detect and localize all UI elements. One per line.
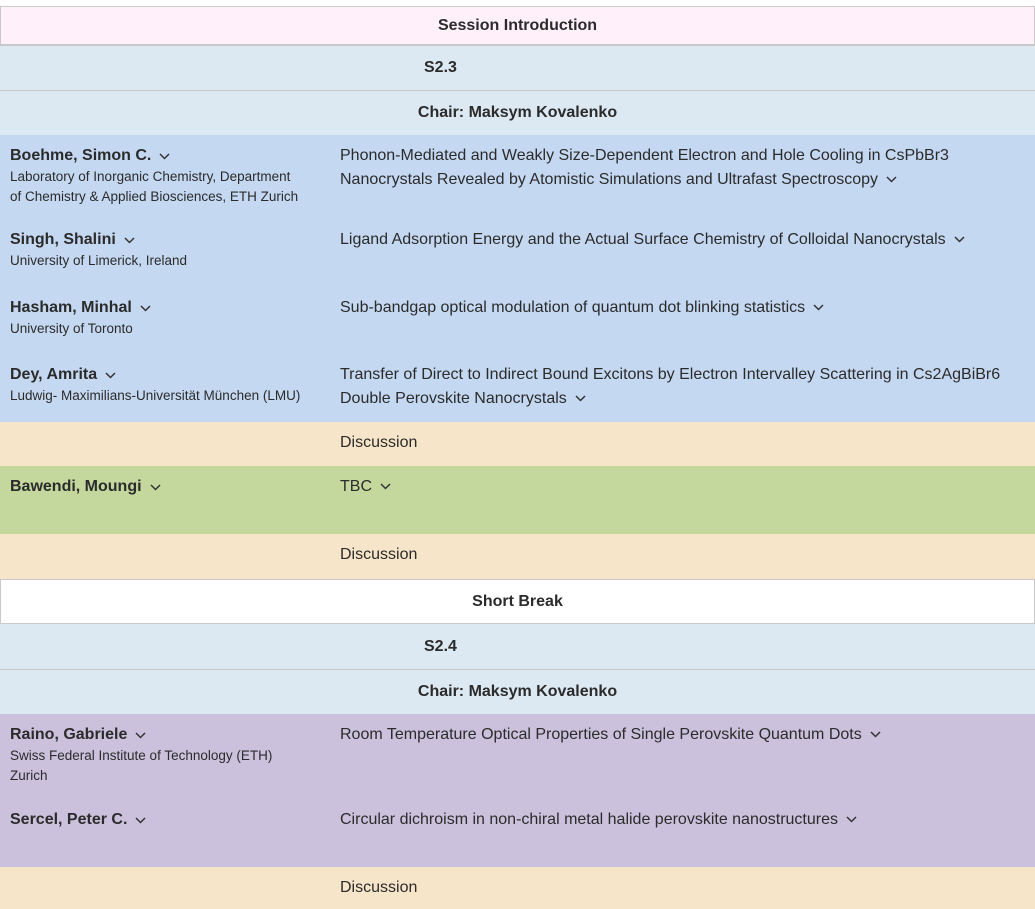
chevron-down-icon bbox=[135, 732, 146, 739]
session-s23-row bbox=[0, 45, 1035, 90]
speaker-affiliation: University of Toronto bbox=[10, 321, 133, 336]
talk-title-toggle[interactable]: TBC bbox=[340, 475, 1035, 499]
discussion-row bbox=[0, 867, 1035, 909]
talk-speaker bbox=[10, 811, 322, 829]
speaker-name-toggle[interactable]: Singh, Shalini bbox=[10, 231, 135, 249]
session-introduction-row bbox=[0, 6, 1035, 45]
chevron-down-icon bbox=[886, 176, 897, 183]
talk-speaker bbox=[10, 147, 322, 207]
talk-title-toggle[interactable]: Sub-bandgap optical modulation of quantum dot blinking statistics bbox=[340, 296, 1035, 320]
talk-title-toggle[interactable]: Phonon-Mediated and Weakly Size-Dependent Electron and Hole Cooling in CsPbBr3 Nanocrystals Revealed by Atomistic Simulations and Ultrafast Spectroscopy bbox=[340, 147, 949, 188]
speaker-affiliation: University of Limerick, Ireland bbox=[10, 253, 188, 268]
speaker-name-toggle[interactable]: Boehme, Simon C. bbox=[10, 147, 170, 165]
chevron-down-icon bbox=[105, 372, 116, 379]
session-s24-chair-row bbox=[0, 669, 1035, 714]
speaker-affiliation: Ludwig- Maximilians-Universität München (LMU) bbox=[10, 388, 301, 403]
speaker-name-toggle[interactable]: Raino, Gabriele bbox=[10, 726, 146, 744]
session-s23-chair-row bbox=[0, 90, 1035, 135]
discussion-row bbox=[0, 534, 1035, 579]
speaker-affiliation: Swiss Federal Institute of Technology (ETH) Zurich bbox=[10, 748, 273, 783]
talk-title-toggle[interactable]: Circular dichroism in non-chiral metal halide perovskite nanostructures bbox=[340, 808, 1035, 832]
chevron-down-icon bbox=[846, 816, 857, 823]
session-introduction-label: Session Introduction bbox=[437, 16, 598, 34]
speaker-name-toggle[interactable]: Hasham, Minhal bbox=[10, 299, 151, 317]
session-s24-talks bbox=[0, 714, 1035, 867]
keynote-row bbox=[0, 466, 1035, 534]
talk-title-toggle[interactable]: Ligand Adsorption Energy and the Actual Surface Chemistry of Colloidal Nanocrystals bbox=[340, 228, 1035, 252]
talk-speaker bbox=[10, 726, 322, 786]
short-break-label: Short Break bbox=[472, 592, 563, 610]
talk-title-toggle[interactable]: Room Temperature Optical Properties of Single Perovskite Quantum Dots bbox=[340, 723, 1035, 747]
session-id-label: S2.4 bbox=[424, 637, 457, 655]
chevron-down-icon bbox=[870, 731, 881, 738]
speaker-affiliation: Laboratory of Inorganic Chemistry, Department of Chemistry & Applied Biosciences, ETH Zurich bbox=[10, 169, 299, 204]
talk-speaker bbox=[10, 478, 322, 496]
talk-speaker bbox=[10, 366, 322, 406]
session-chair-label: Chair: Maksym Kovalenko bbox=[417, 683, 618, 700]
speaker-name-toggle[interactable]: Bawendi, Moungi bbox=[10, 478, 161, 496]
chevron-down-icon bbox=[813, 304, 824, 311]
speaker-name-toggle[interactable]: Sercel, Peter C. bbox=[10, 811, 146, 829]
speaker-name-toggle[interactable]: Dey, Amrita bbox=[10, 366, 116, 384]
session-chair-label: Chair: Maksym Kovalenko bbox=[417, 104, 618, 121]
chevron-down-icon bbox=[575, 395, 586, 402]
session-s24-row bbox=[0, 624, 1035, 669]
chevron-down-icon bbox=[954, 236, 965, 243]
chevron-down-icon bbox=[380, 483, 391, 490]
discussion-label: Discussion bbox=[340, 434, 418, 451]
discussion-label: Discussion bbox=[340, 546, 418, 563]
chevron-down-icon bbox=[159, 153, 170, 160]
discussion-row bbox=[0, 422, 1035, 466]
discussion-label: Discussion bbox=[340, 879, 418, 896]
chevron-down-icon bbox=[124, 237, 135, 244]
talk-speaker bbox=[10, 231, 322, 271]
session-s23-talks bbox=[0, 135, 1035, 422]
short-break-row bbox=[0, 579, 1035, 624]
talk-speaker bbox=[10, 299, 322, 339]
chevron-down-icon bbox=[140, 305, 151, 312]
session-id-label: S2.3 bbox=[424, 59, 457, 76]
chevron-down-icon bbox=[135, 817, 146, 824]
chevron-down-icon bbox=[150, 484, 161, 491]
talk-title-toggle[interactable]: Transfer of Direct to Indirect Bound Excitons by Electron Intervalley Scattering in Cs2AgBiBr6 Double Perovskite Nanocrystals bbox=[340, 366, 1001, 407]
